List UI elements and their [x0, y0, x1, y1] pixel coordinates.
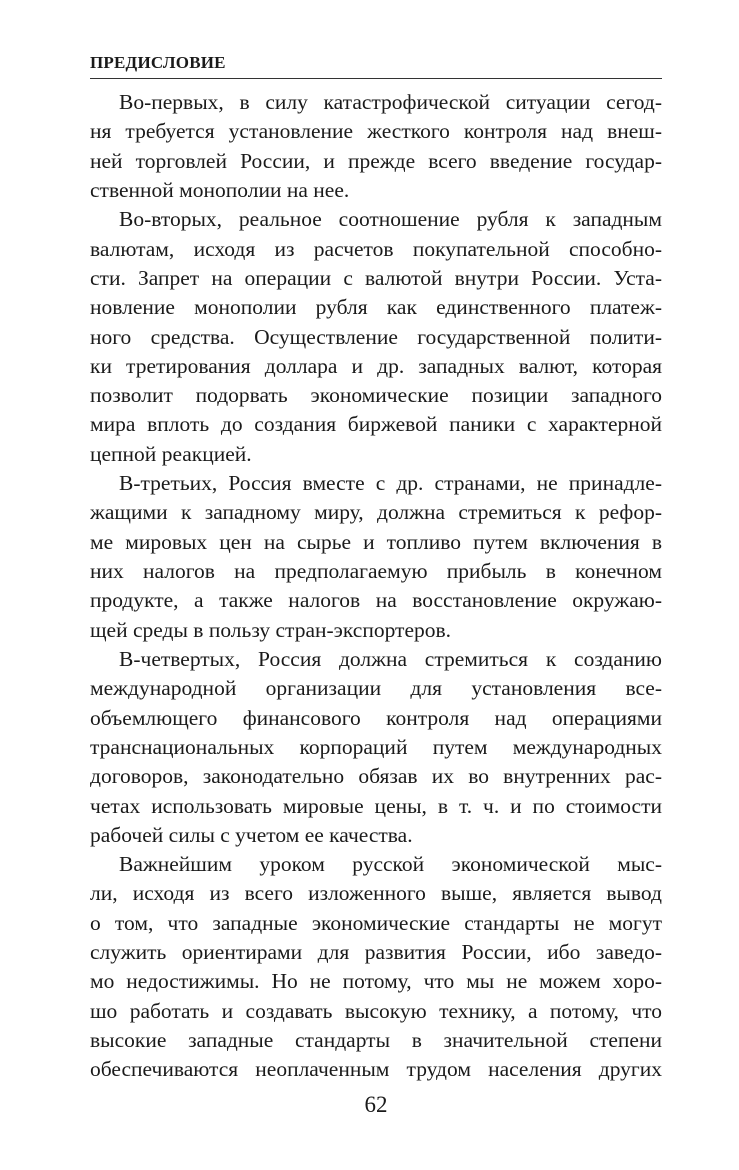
text-line: мира вплоть до создания биржевой паники с характерной — [90, 412, 662, 437]
text-line: цепной реакцией. — [90, 441, 252, 466]
text-line: щей среды в пользу стран-экспортеров. — [90, 617, 452, 642]
running-head — [90, 50, 662, 79]
text-line: о том, что западные экономические стандарты не могут — [90, 910, 662, 935]
text-line: ственной монополии на нее. — [90, 177, 350, 202]
page-number: 62 — [364, 1092, 388, 1117]
text-line: ного средства. Осуществление государственной полити- — [90, 324, 662, 349]
text-line: ки третирования доллара и др. западных валют, которая — [90, 353, 662, 378]
text-line: ня требуется установление жесткого контроля над внеш- — [90, 119, 662, 144]
section-title: ПРЕДИСЛОВИЕ — [90, 53, 226, 72]
text-line: них налогов на предполагаемую прибыль в конечном — [90, 559, 662, 583]
text-line: жащими к западному миру, должна стремиться к рефор- — [90, 500, 662, 525]
text-line: сти. Запрет на операции с валютой внутри России. Уста- — [90, 265, 662, 290]
text-line: позволит подорвать экономические позиции западного — [90, 383, 662, 408]
text-line: транснациональных корпораций путем международных — [90, 734, 662, 759]
book-page — [90, 0, 662, 1170]
text-line: служить ориентирами для развития России, ибо заведо- — [90, 940, 662, 965]
text-line: В-третьих, Россия вместе с др. странами, не принадле- — [119, 471, 662, 496]
text-line: ней торговлей России, и прежде всего введение государ- — [90, 148, 662, 173]
text-line: Важнейшим уроком русской экономической мыс- — [119, 852, 662, 877]
text-line: рабочей силы с учетом ее качества. — [90, 822, 413, 847]
text-line: четах использовать мировые цены, в т. ч. и по стоимости — [90, 793, 662, 818]
text-line: обеспечиваются неоплаченным трудом населения других — [90, 1057, 662, 1082]
text-line: Во-вторых, реальное соотношение рубля к западным — [119, 207, 662, 232]
text-line: международной организации для установления все- — [90, 676, 662, 701]
text-line: новление монополии рубля как единственного платеж- — [90, 295, 662, 320]
text-line: валютам, исходя из расчетов покупательной способно- — [90, 236, 662, 261]
text-line: продукте, а также налогов на восстановление окружаю- — [90, 588, 662, 613]
text-line: мо недостижимы. Но не потому, что мы не можем хоро- — [90, 969, 662, 994]
text-line: ме мировых цен на сырье и топливо путем включения в — [90, 529, 662, 554]
text-line: объемлющего финансового контроля над операциями — [90, 705, 662, 730]
text-line: В-четвертых, Россия должна стремиться к созданию — [119, 646, 662, 671]
text-line: шо работать и создавать высокую технику, а потому, что — [90, 998, 662, 1023]
body-text — [90, 88, 662, 1085]
text-line: Во-первых, в силу катастрофической ситуации сегод- — [119, 90, 662, 114]
text-line: ли, исходя из всего изложенного выше, является вывод — [90, 881, 662, 906]
text-line: договоров, законодательно обязав их во внутренних рас- — [90, 764, 662, 789]
text-line: высокие западные стандарты в значительной степени — [90, 1028, 662, 1052]
